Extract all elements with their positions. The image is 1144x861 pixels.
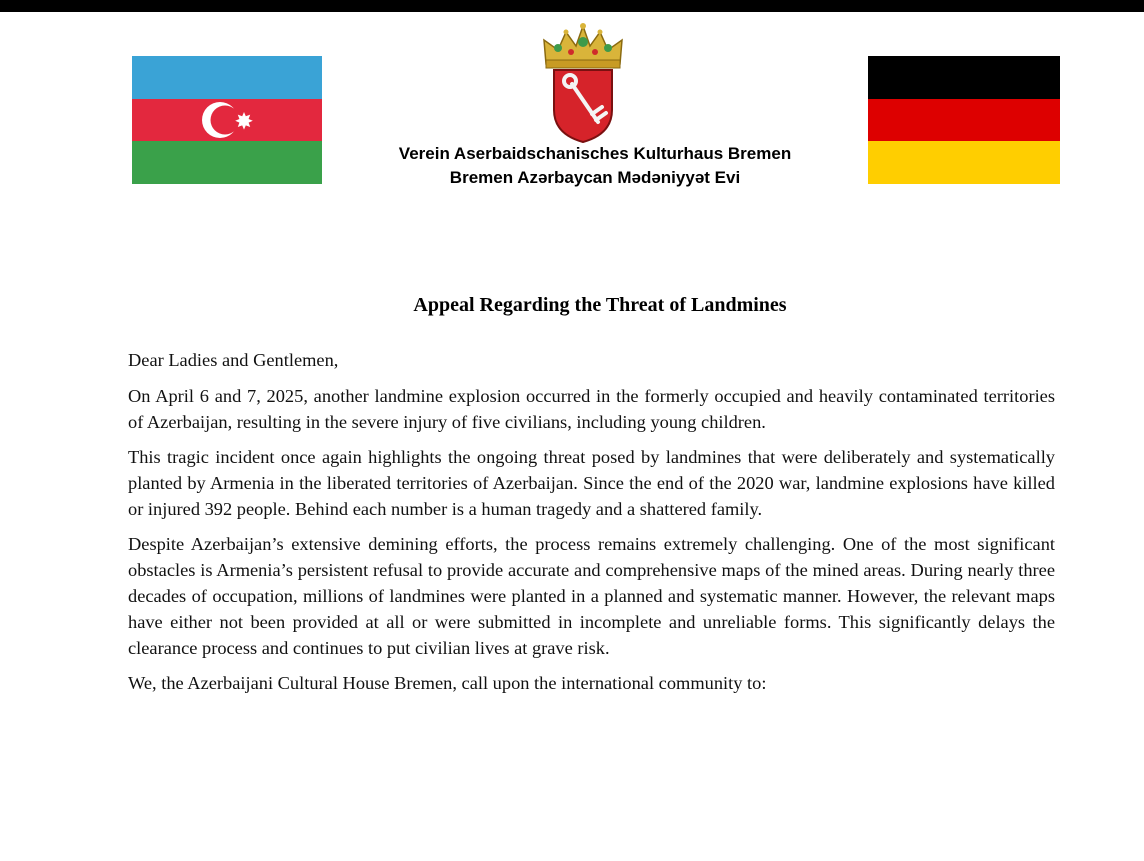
paragraph: We, the Azerbaijani Cultural House Bremen, call upon the international community to: xyxy=(128,673,767,693)
salutation: Dear Ladies and Gentlemen, xyxy=(128,350,339,370)
azerbaijan-flag-icon xyxy=(132,56,322,184)
org-name-german: Verein Aserbaidschanisches Kulturhaus Bremen xyxy=(398,144,792,163)
germany-flag-icon xyxy=(868,56,1060,184)
organization-name xyxy=(330,142,860,190)
crescent-star-icon xyxy=(132,56,322,184)
document-title: Appeal Regarding the Threat of Landmines xyxy=(413,294,787,316)
paragraph: Despite Azerbaijan’s extensive demining efforts, the process remains extremely challenging. One of the most significant obstacles is Armenia’s persistent refusal to provide accurate and comprehensive maps of the mined areas. During nearly three decades of occupation, millions of landmines were planted in a planned and systematic manner. However, the relevant maps have either not been provided at all or were submitted in incomplete and unreliable forms. This significantly delays the clearance process and continues to put civilian lives at grave risk. xyxy=(128,534,1055,658)
paragraph: This tragic incident once again highlights the ongoing threat posed by landmines that were deliberately and systematically planted by Armenia in the liberated territories of Azerbaijan. Since the end of the 2020 war, landmine explosions have killed or injured 392 people. Behind each number is a human tragedy and a shattered family. xyxy=(128,447,1055,519)
paragraph: On April 6 and 7, 2025, another landmine explosion occurred in the formerly occupied and heavily contaminated territories of Azerbaijan, resulting in the severe injury of five civilians, including young children. xyxy=(128,386,1055,432)
flag-band-black xyxy=(868,56,1060,99)
bremen-coat-of-arms-icon xyxy=(536,18,630,144)
org-name-azerbaijani: Bremen Azərbaycan Mədəniyyət Evi xyxy=(449,168,741,187)
document-body xyxy=(128,347,1055,705)
flag-band-gold xyxy=(868,141,1060,184)
flag-band-red xyxy=(868,99,1060,142)
document-page xyxy=(0,12,1144,861)
